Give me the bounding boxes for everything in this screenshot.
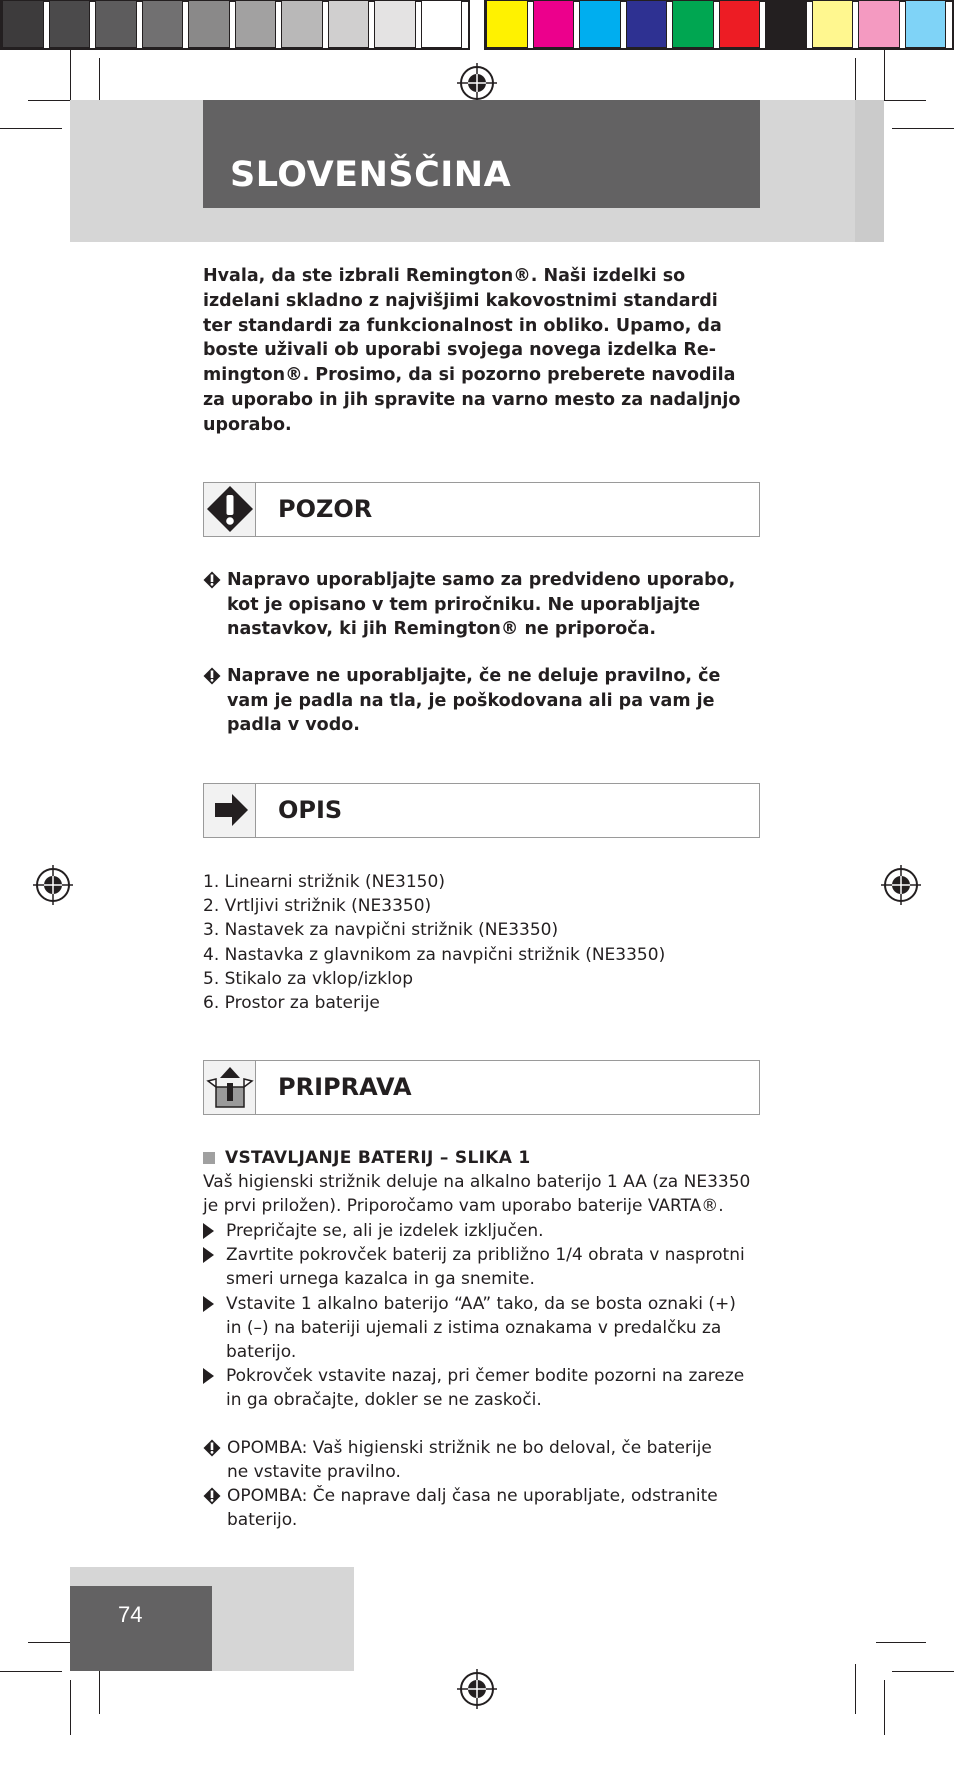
triangle-bullet-icon [203,1368,214,1384]
section-pozor [203,482,760,537]
gray-swatch [95,0,137,48]
page-title: SLOVENŠČINA [230,155,512,195]
intro-line: ter standardi za funkcionalnost in obliko. Upamo, da [203,315,722,336]
step-line: Zavrtite pokrovček baterij za približno 1/4 obrata v nasprotni [226,1245,745,1266]
warning-diamond-icon [203,1487,221,1505]
gray-swatch [235,0,277,48]
note-text [227,1436,712,1484]
description-list [203,870,665,1015]
crop-mark [884,50,885,100]
note-text [227,1484,718,1532]
process-swatch [719,0,761,48]
warning-diamond-icon [203,1439,221,1457]
registration-mark-icon [457,63,497,103]
gray-swatch [188,0,230,48]
description-item: 1. Linearni strižnik (NE3150) [203,872,445,892]
triangle-bullet-icon [203,1223,214,1239]
process-swatch [533,0,575,48]
intro-line: uporabo. [203,414,292,435]
section-opis [203,783,760,838]
intro-line: za uporabo in jih spravite na varno mesto za nadaljnjo [203,389,741,410]
crop-mark [855,1664,856,1714]
process-swatch [905,0,947,48]
bullet-square-icon [203,1152,215,1164]
box-unpack-icon [204,1061,256,1113]
section-icon-cell [204,483,256,536]
crop-mark [892,1671,954,1672]
intro-line: mington®. Prosimo, da si pozorno preberete navodila [203,365,736,386]
step-line: baterijo. [226,1342,297,1362]
step-line: smeri urnega kazalca in ga snemite. [226,1269,535,1290]
note-line: baterijo. [227,1510,298,1531]
warning-line: kot je opisano v tem priročniku. Ne uporabljajte [227,594,701,615]
subheading-text: VSTAVLJANJE BATERIJ – SLIKA 1 [225,1148,531,1168]
arrow-right-icon [204,784,256,836]
step-line: Prepričajte se, ali je izdelek izključen. [226,1221,544,1241]
process-swatch [858,0,900,48]
body-line: je prvi priložen). Priporočamo vam uporabo baterije VARTA®. [203,1196,724,1217]
warning-line: Naprave ne uporabljajte, če ne deluje pravilno, če [227,666,721,686]
crop-mark [99,1664,100,1714]
process-swatch [579,0,621,48]
section-icon-cell [204,1061,256,1114]
step-text [226,1364,744,1412]
section-priprava [203,1060,760,1115]
triangle-bullet-icon [203,1296,214,1312]
note-line: OPOMBA: Vaš higienski strižnik ne bo deloval, če baterije [227,1438,712,1458]
warning-diamond-icon [204,483,256,535]
step-line: Pokrovček vstavite nazaj, pri čemer bodite pozorni na zareze [226,1366,745,1387]
crop-mark [70,1680,71,1735]
registration-mark-icon [33,865,73,905]
description-item: 2. Vrtljivi strižnik (NE3350) [203,896,432,917]
process-swatch [626,0,668,48]
warning-line: padla v vodo. [227,715,360,735]
warning-line: nastavkov, ki jih Remington® ne priporoča. [227,619,657,639]
header-band-edge [855,100,884,242]
intro-paragraph [203,264,763,438]
step-line: in (–) na bateriji ujemali z istima oznakama v predalčku za [226,1317,722,1338]
gray-swatch [281,0,323,48]
warning-text [227,664,720,738]
gray-swatch [2,0,44,48]
step-line: in ga obračajte, dokler se ne zaskoči. [226,1390,542,1411]
section-icon-cell [204,784,256,837]
description-item: 6. Prostor za baterije [203,993,380,1014]
crop-mark [876,1642,926,1643]
process-swatch [812,0,854,48]
process-swatch [486,0,528,48]
registration-mark-icon [881,865,921,905]
gray-swatch [49,0,91,48]
description-item: 5. Stikalo za vklop/izklop [203,968,413,989]
section-title: PRIPRAVA [278,1073,412,1101]
intro-line: izdelani skladno z najvišjimi kakovostnimi standardi [203,290,718,311]
warning-diamond-icon [203,571,221,589]
color-calibration-bar [0,0,954,50]
warning-diamond-icon [203,667,221,685]
triangle-bullet-icon [203,1247,214,1263]
registration-mark-icon [457,1669,497,1709]
description-item: 3. Nastavek za navpični strižnik (NE3350) [203,920,559,941]
footer-box [70,1586,212,1671]
gray-swatch [374,0,416,48]
section-title: POZOR [278,495,373,523]
warning-line: Napravo uporabljajte samo za predvideno uporabo, [227,570,736,590]
intro-line: Hvala, da ste izbrali Remington®. Naši izdelki so [203,266,686,286]
step-text [226,1292,736,1365]
step-line: Vstavite 1 alkalno baterijo “AA” tako, da se bosta oznaki (+) [226,1293,736,1314]
process-swatch [672,0,714,48]
description-item: 4. Nastavka z glavnikom za navpični strižnik (NE3350) [203,944,666,965]
gray-swatch [142,0,184,48]
note-line: ne vstavite pravilno. [227,1462,401,1483]
page-number: 74 [118,1602,143,1627]
crop-mark [0,128,62,129]
gray-swatch [328,0,370,48]
section-title: OPIS [278,796,343,824]
warning-line: vam je padla na tla, je poškodovana ali pa vam je [227,690,715,711]
crop-mark [892,128,954,129]
process-swatch [765,0,807,48]
step-text [226,1219,544,1243]
note-line: OPOMBA: Če naprave dalj časa ne uporabljate, odstranite [227,1486,718,1506]
step-text [226,1243,745,1291]
warning-text [227,568,735,642]
body-line: Vaš higienski strižnik deluje na alkalno baterijo 1 AA (za NE3350 [203,1172,751,1192]
gray-swatch [421,0,463,48]
crop-mark [884,1680,885,1735]
intro-line: boste uživali ob uporabi svojega novega izdelka Re- [203,340,717,361]
body-paragraph [203,1170,773,1218]
crop-mark [0,1671,62,1672]
crop-mark [70,50,71,100]
